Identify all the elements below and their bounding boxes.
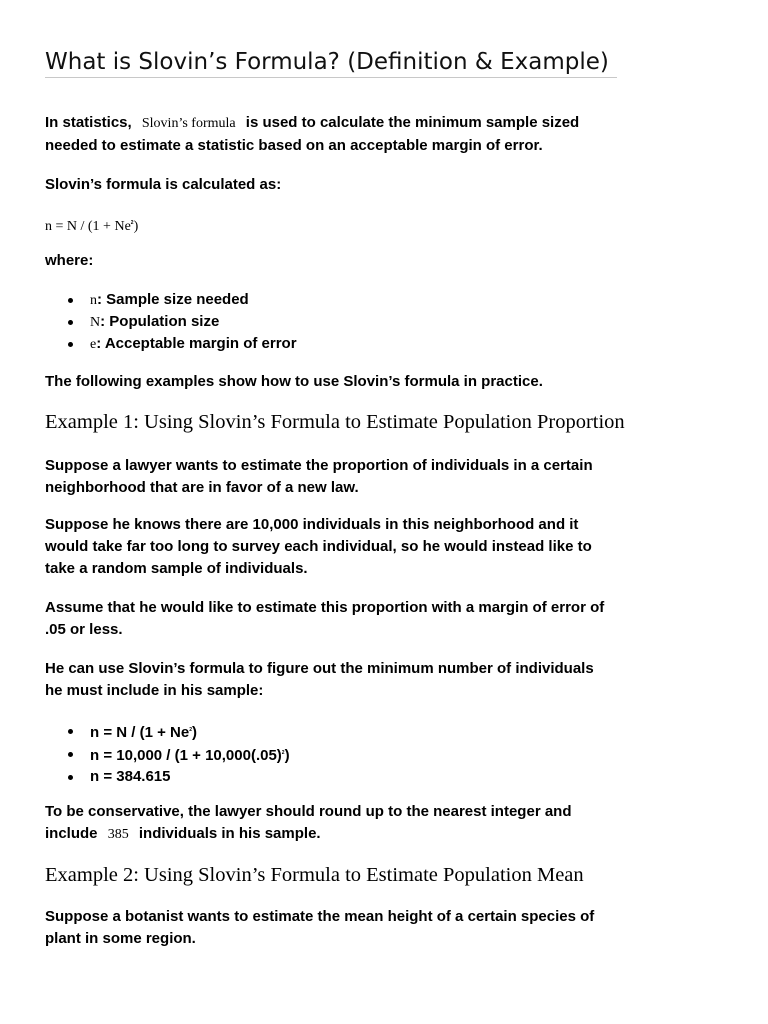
example1-paragraph-4 bbox=[45, 658, 735, 702]
calculation-step bbox=[45, 766, 290, 787]
text-line: To be conservative, the lawyer should round up to the nearest integer and bbox=[45, 803, 572, 820]
step-main: n = 10,000 / (1 + 10,000(.05) bbox=[90, 747, 282, 764]
text-line: individuals in his sample. bbox=[138, 825, 321, 842]
calculation-step bbox=[45, 743, 290, 766]
formula-main: n = N / (1 + Ne bbox=[45, 219, 131, 234]
definition-text: : Sample size needed bbox=[97, 291, 249, 308]
definition-text: : Acceptable margin of error bbox=[96, 335, 297, 352]
step-main: n = 384.615 bbox=[90, 768, 171, 785]
definition-symbol: n bbox=[90, 293, 97, 308]
definition-list bbox=[45, 289, 297, 355]
definition-item-e bbox=[45, 333, 297, 355]
examples-intro: The following examples show how to use Slovin’s formula in practice. bbox=[45, 373, 543, 390]
intro-term-link[interactable]: Slovin’s formula bbox=[141, 116, 236, 131]
intro-line2: needed to estimate a statistic based on an acceptable margin of error. bbox=[45, 137, 543, 154]
text-line: Suppose a lawyer wants to estimate the proportion of individuals in a certain bbox=[45, 457, 593, 474]
text-line: include bbox=[45, 825, 98, 842]
text-line: Assume that he would like to estimate this proportion with a margin of error of bbox=[45, 599, 605, 616]
step-close: ) bbox=[191, 724, 197, 741]
title-underline bbox=[45, 77, 617, 78]
calculation-steps bbox=[45, 720, 290, 787]
definition-symbol: N bbox=[90, 315, 101, 330]
text-line: Suppose he knows there are 10,000 individuals in this neighborhood and it bbox=[45, 516, 579, 533]
intro-line1-post: is used to calculate the minimum sample sized bbox=[245, 114, 580, 131]
step-main: n = N / (1 + Ne bbox=[90, 724, 190, 741]
example1-paragraph-3 bbox=[45, 597, 735, 641]
intro-line1-pre: In statistics, bbox=[45, 114, 132, 131]
where-label: where: bbox=[45, 252, 94, 269]
formula bbox=[45, 212, 735, 238]
step-exponent: 2 bbox=[281, 750, 285, 756]
text-line: Suppose a botanist wants to estimate the mean height of a certain species of bbox=[45, 908, 595, 925]
definition-item-n bbox=[45, 289, 297, 311]
definition-text: : Population size bbox=[100, 313, 220, 330]
example1-paragraph-1 bbox=[45, 455, 735, 499]
calc-intro: Slovin’s formula is calculated as: bbox=[45, 176, 282, 193]
step-close: ) bbox=[284, 747, 290, 764]
text-line: neighborhood that are in favor of a new law. bbox=[45, 479, 359, 496]
text-line: He can use Slovin’s formula to figure out the minimum number of individuals bbox=[45, 660, 594, 677]
example2-paragraph-1 bbox=[45, 906, 735, 950]
text-line: he must include in his sample: bbox=[45, 682, 264, 699]
example2-heading: Example 2: Using Slovin’s Formula to Estimate Population Mean bbox=[45, 864, 584, 886]
example1-conclusion bbox=[45, 801, 735, 846]
text-line: would take far too long to survey each individual, so he would instead like to bbox=[45, 538, 592, 555]
formula-exponent: 2 bbox=[130, 220, 134, 226]
intro-paragraph bbox=[45, 112, 735, 157]
formula-close: ) bbox=[133, 219, 139, 234]
page-title: What is Slovin’s Formula? (Definition & Example) bbox=[45, 49, 609, 75]
conclusion-value: 385 bbox=[107, 827, 129, 842]
example1-heading: Example 1: Using Slovin’s Formula to Estimate Population Proportion bbox=[45, 411, 625, 433]
step-exponent: 2 bbox=[189, 727, 192, 733]
definition-item-N bbox=[45, 311, 297, 333]
example1-paragraph-2 bbox=[45, 514, 735, 580]
text-line: take a random sample of individuals. bbox=[45, 560, 308, 577]
definition-symbol: e bbox=[90, 337, 97, 352]
calculation-step bbox=[45, 720, 290, 743]
text-line: .05 or less. bbox=[45, 621, 123, 638]
text-line: plant in some region. bbox=[45, 930, 196, 947]
